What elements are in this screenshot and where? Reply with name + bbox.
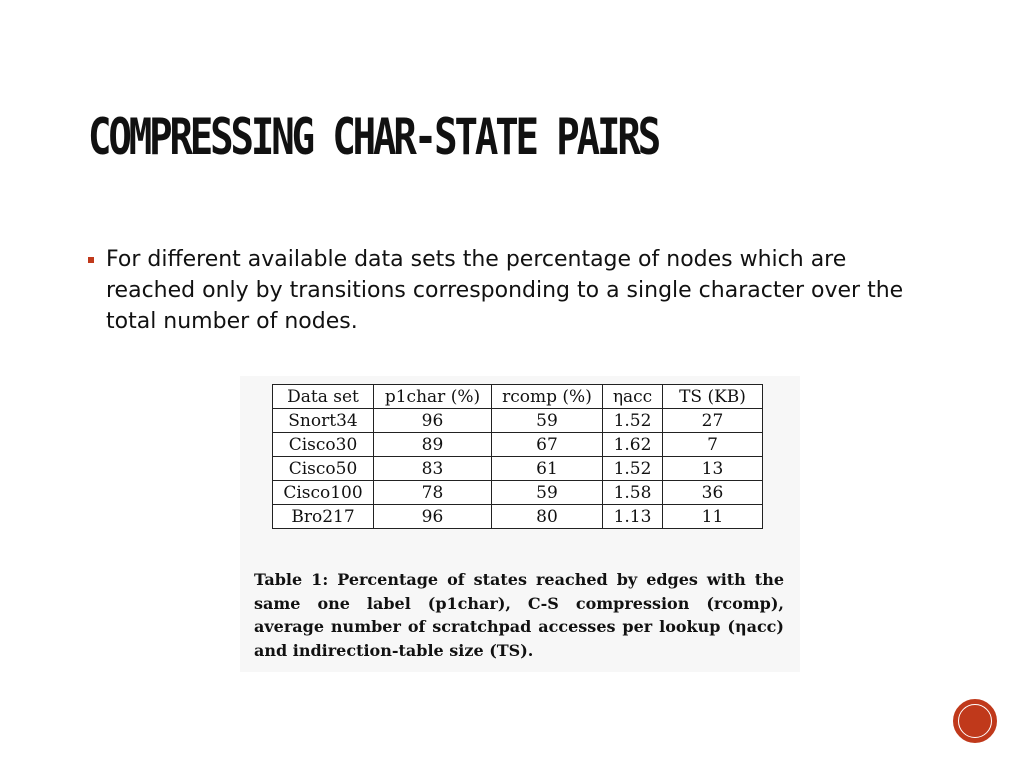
table-header-cell: TS (KB) xyxy=(663,385,763,409)
table-row xyxy=(273,409,763,433)
table-cell: 67 xyxy=(492,433,603,457)
table-cell: 78 xyxy=(374,481,492,505)
table-cell: 96 xyxy=(374,409,492,433)
table-cell: 1.52 xyxy=(603,457,663,481)
bullet-list xyxy=(88,244,948,337)
nav-circle-icon[interactable] xyxy=(953,699,997,743)
table-header-cell: ηacc xyxy=(603,385,663,409)
table-cell: 1.62 xyxy=(603,433,663,457)
nav-circle-ring xyxy=(958,704,992,738)
table-cell: 11 xyxy=(663,505,763,529)
table-cell: Cisco30 xyxy=(273,433,374,457)
bullet-text: For different available data sets the percentage of nodes which are reached only by transitions corresponding to a single character over the total number of nodes. xyxy=(106,247,904,334)
table-figure xyxy=(240,376,800,672)
table-caption: Table 1: Percentage of states reached by edges with the same one label (p1char), C-S compression (rcomp), average number of scratchpad accesses per lookup (ηacc) and indirection-table size (TS). xyxy=(254,570,784,660)
table-cell: 1.58 xyxy=(603,481,663,505)
table-row xyxy=(273,457,763,481)
table-cell: Cisco100 xyxy=(273,481,374,505)
table-row xyxy=(273,505,763,529)
table-header-cell: Data set xyxy=(273,385,374,409)
table-cell: 27 xyxy=(663,409,763,433)
table-cell: 1.52 xyxy=(603,409,663,433)
table-cell: 80 xyxy=(492,505,603,529)
table-header-cell: rcomp (%) xyxy=(492,385,603,409)
table-header-row xyxy=(273,385,763,409)
table-cell: 59 xyxy=(492,409,603,433)
table-header-cell: p1char (%) xyxy=(374,385,492,409)
table-cell: 7 xyxy=(663,433,763,457)
table-cell: 36 xyxy=(663,481,763,505)
table-cell: 59 xyxy=(492,481,603,505)
slide-title: COMPRESSING CHAR-STATE PAIRS xyxy=(88,108,659,166)
table-cell: 89 xyxy=(374,433,492,457)
bullet-square-icon xyxy=(88,257,94,263)
table-cell: Bro217 xyxy=(273,505,374,529)
bullet-item xyxy=(88,244,948,337)
table-cell: Cisco50 xyxy=(273,457,374,481)
table-cell: 13 xyxy=(663,457,763,481)
table-cell: Snort34 xyxy=(273,409,374,433)
table-row xyxy=(273,433,763,457)
table-cell: 96 xyxy=(374,505,492,529)
table-row xyxy=(273,481,763,505)
table-cell: 61 xyxy=(492,457,603,481)
data-table xyxy=(272,384,763,529)
table-cell: 83 xyxy=(374,457,492,481)
table-cell: 1.13 xyxy=(603,505,663,529)
